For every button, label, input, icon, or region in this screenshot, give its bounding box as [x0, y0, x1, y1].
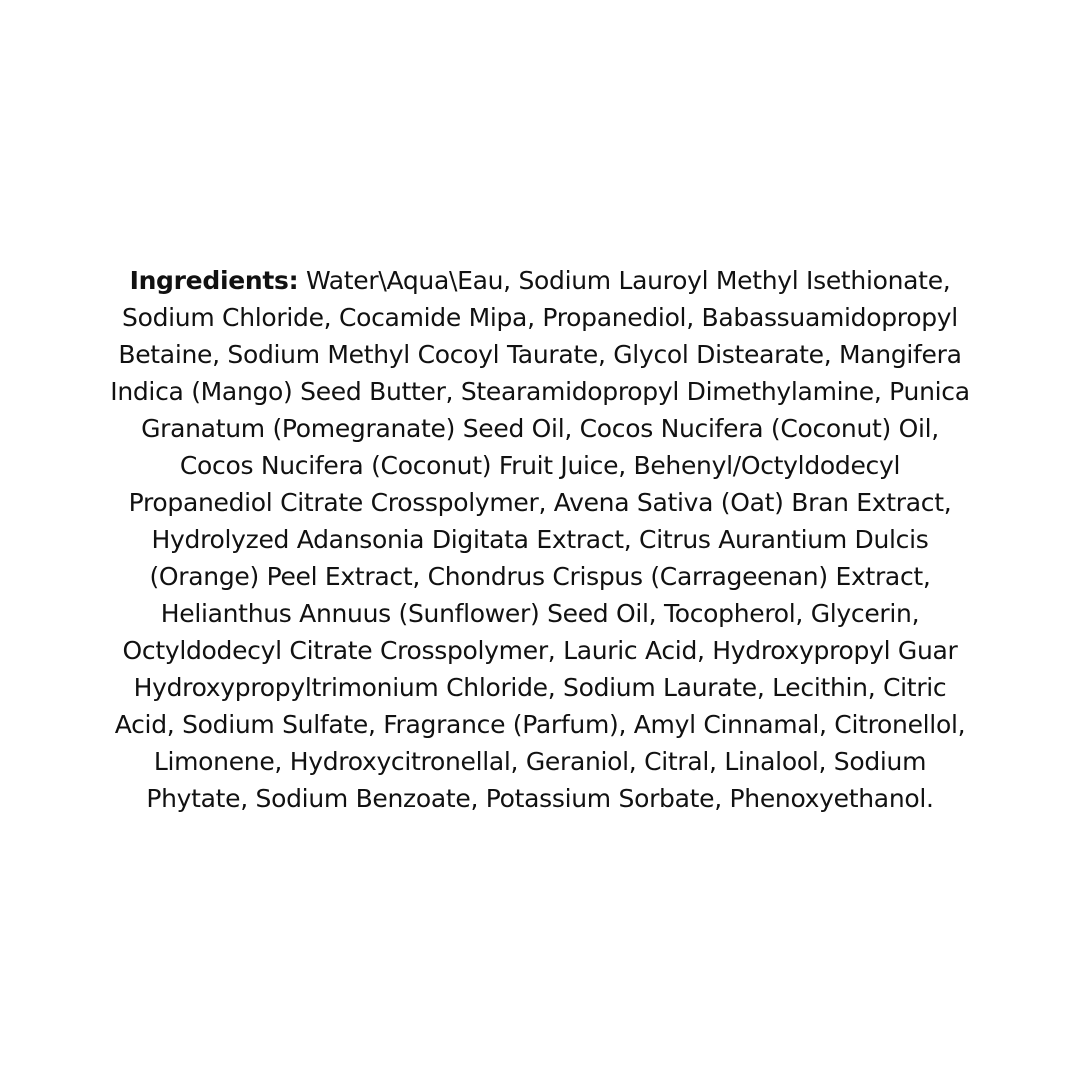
ingredients-list: Water\Aqua\Eau, Sodium Lauroyl Methyl Isethionate, Sodium Chloride, Cocamide Mipa, Propanediol, Babassuamidopropyl Betaine, Sodium Methyl Cocoyl Taurate, Glycol Distearate, Mangifera Indica (Mango) Seed Butter, Stearamidopropyl Dimethylamine, Punica Granatum (Pomegranate) Seed Oil, Cocos Nucifera (Coconut) Oil, Cocos Nucifera (Coconut) Fruit Juice, Behenyl/Octyldodecyl Propanediol Citrate Crosspolymer, Avena Sativa (Oat) Bran Extract, Hydrolyzed Adansonia Digitata Extract, Citrus Aurantium Dulcis (Orange) Peel Extract, Chondrus Crispus (Carrageenan) Extract, Helianthus Annuus (Sunflower) Seed Oil, Tocopherol, Glycerin, Octyldodecyl Citrate Crosspolymer, Lauric Acid, Hydroxypropyl Guar Hydroxypropyltrimonium Chloride, Sodium Laurate, Lecithin, Citric Acid, Sodium Sulfate, Fragrance (Parfum), Amyl Cinnamal, Citronellol, Limonene, Hydroxycitronellal, Geraniol, Citral, Linalool, Sodium Phytate, Sodium Benzoate, Potassium Sorbate, Phenoxyethanol. [110, 266, 970, 813]
ingredients-label: Ingredients: [129, 266, 299, 295]
ingredients-paragraph [108, 262, 972, 817]
